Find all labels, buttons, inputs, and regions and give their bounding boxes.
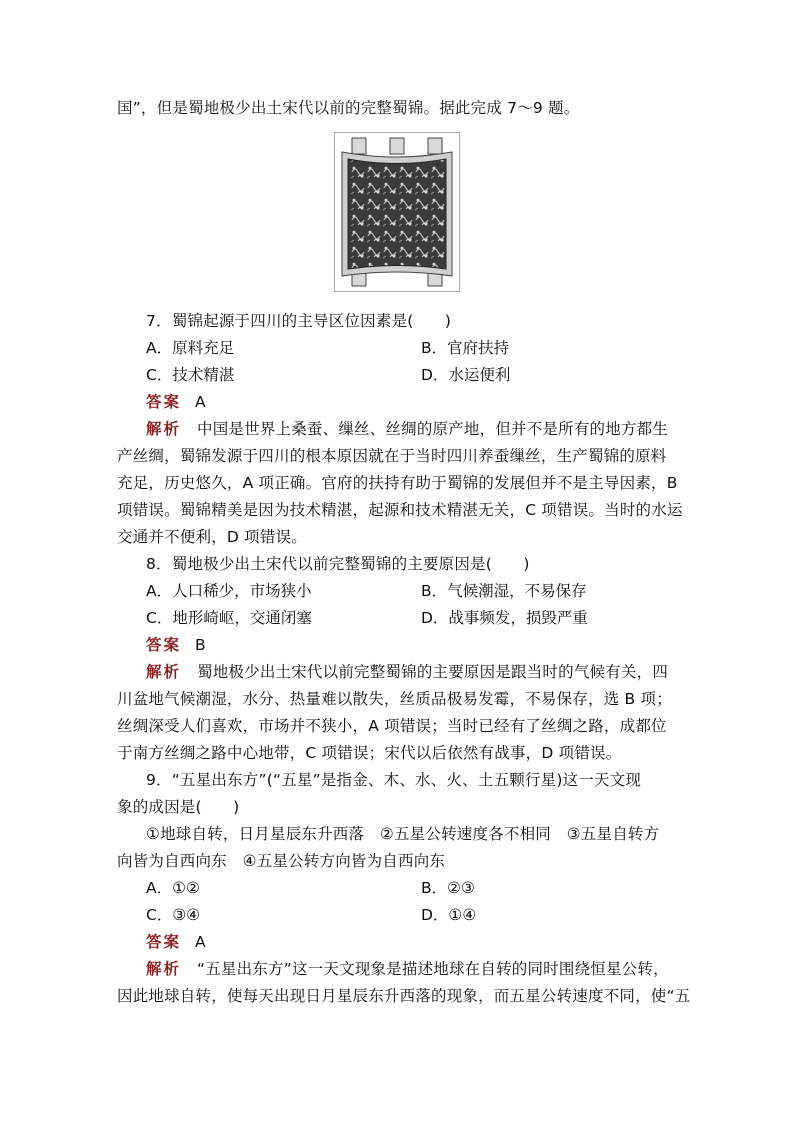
analysis-label: 解析 xyxy=(146,960,182,978)
q9-answer xyxy=(146,932,709,952)
q7-option-c: C．技术精湛 xyxy=(146,366,235,384)
answer-label: 答案 xyxy=(146,636,182,654)
q7-analysis-line: 产丝绸，蜀锦发源于四川的根本原因就在于当时四川养蚕缫丝，生产蜀锦的原料 xyxy=(117,447,667,465)
answer-label: 答案 xyxy=(146,933,182,951)
q8-option-a: A．人口稀少，市场狭小 xyxy=(146,582,312,600)
q9-option-c: C．③④ xyxy=(146,906,201,924)
q8-option-d: D．战事频发，损毁严重 xyxy=(421,609,588,627)
q9-analysis-line: 解析 “五星出东方”这一天文现象是描述地球在自转的同时围绕恒星公转， xyxy=(146,960,669,978)
shu-brocade-image xyxy=(334,132,460,292)
q9-statements-line: 向皆为自西向东 ④五星公转方向皆为自西向东 xyxy=(117,852,446,870)
q8-analysis-line: 丝绸深受人们喜欢，市场并不狭小，A 项错误；当时已经有了丝绸之路，成都位 xyxy=(117,717,667,735)
q7-option-d: D．水运便利 xyxy=(421,366,511,384)
q9-option-a: A．①② xyxy=(146,879,200,897)
q7-option-a: A．原料充足 xyxy=(146,339,235,357)
q8-analysis-line: 解析 蜀地极少出土宋代以前完整蜀锦的主要原因是跟当时的气候有关，四 xyxy=(146,663,669,681)
q7-analysis-line: 充足，历史悠久，A 项正确。官府的扶持有助于蜀锦的发展但并不是主导因素，B xyxy=(117,474,678,492)
q7-answer xyxy=(146,392,709,412)
q7-option-b: B．官府扶持 xyxy=(421,339,510,357)
intro-line: 国”，但是蜀地极少出土宋代以前的完整蜀锦。据此完成 7～9 题。 xyxy=(117,99,580,117)
q9-stem-line: 9．“五星出东方”(“五星”是指金、木、水、火、土五颗行星)这一天文现 xyxy=(146,771,642,789)
analysis-label: 解析 xyxy=(146,663,182,681)
answer-value: A xyxy=(195,393,206,411)
q8-answer xyxy=(146,635,709,655)
answer-value: A xyxy=(195,933,206,951)
answer-label: 答案 xyxy=(146,393,182,411)
q9-option-b: B．②③ xyxy=(421,879,475,897)
q7-stem: 7．蜀锦起源于四川的主导区位因素是( ) xyxy=(146,312,452,330)
q8-stem: 8．蜀地极少出土宋代以前完整蜀锦的主要原因是( ) xyxy=(146,555,530,573)
q8-analysis-line: 于南方丝绸之路中心地带，C 项错误；宋代以后依然有战事，D 项错误。 xyxy=(117,744,622,762)
analysis-label: 解析 xyxy=(146,420,182,438)
q7-analysis-line: 项错误。蜀锦精美是因为技术精湛，起源和技术精湛无关，C 项错误。当时的水运 xyxy=(117,501,683,519)
q8-option-b: B．气候潮湿，不易保存 xyxy=(421,582,587,600)
q9-option-d: D．①④ xyxy=(421,906,477,924)
q9-statements-line: ①地球自转，日月星辰东升西落 ②五星公转速度各不相同 ③五星自转方 xyxy=(146,825,660,843)
q7-analysis-line: 交通并不便利，D 项错误。 xyxy=(117,528,307,546)
q7-analysis-line: 解析 中国是世界上桑蚕、缫丝、丝绸的原产地，但并不是所有的地方都生 xyxy=(146,420,669,438)
q8-option-c: C．地形崎岖，交通闭塞 xyxy=(146,609,312,627)
q8-analysis-line: 川盆地气候潮湿，水分、热量难以散失，丝质品极易发霉，不易保存，选 B 项； xyxy=(117,690,672,708)
q9-stem-line: 象的成因是( ) xyxy=(117,798,240,816)
q9-analysis-line: 因此地球自转，使每天出现日月星辰东升西落的现象，而五星公转速度不同，使“五 xyxy=(117,987,691,1005)
answer-value: B xyxy=(195,636,206,654)
